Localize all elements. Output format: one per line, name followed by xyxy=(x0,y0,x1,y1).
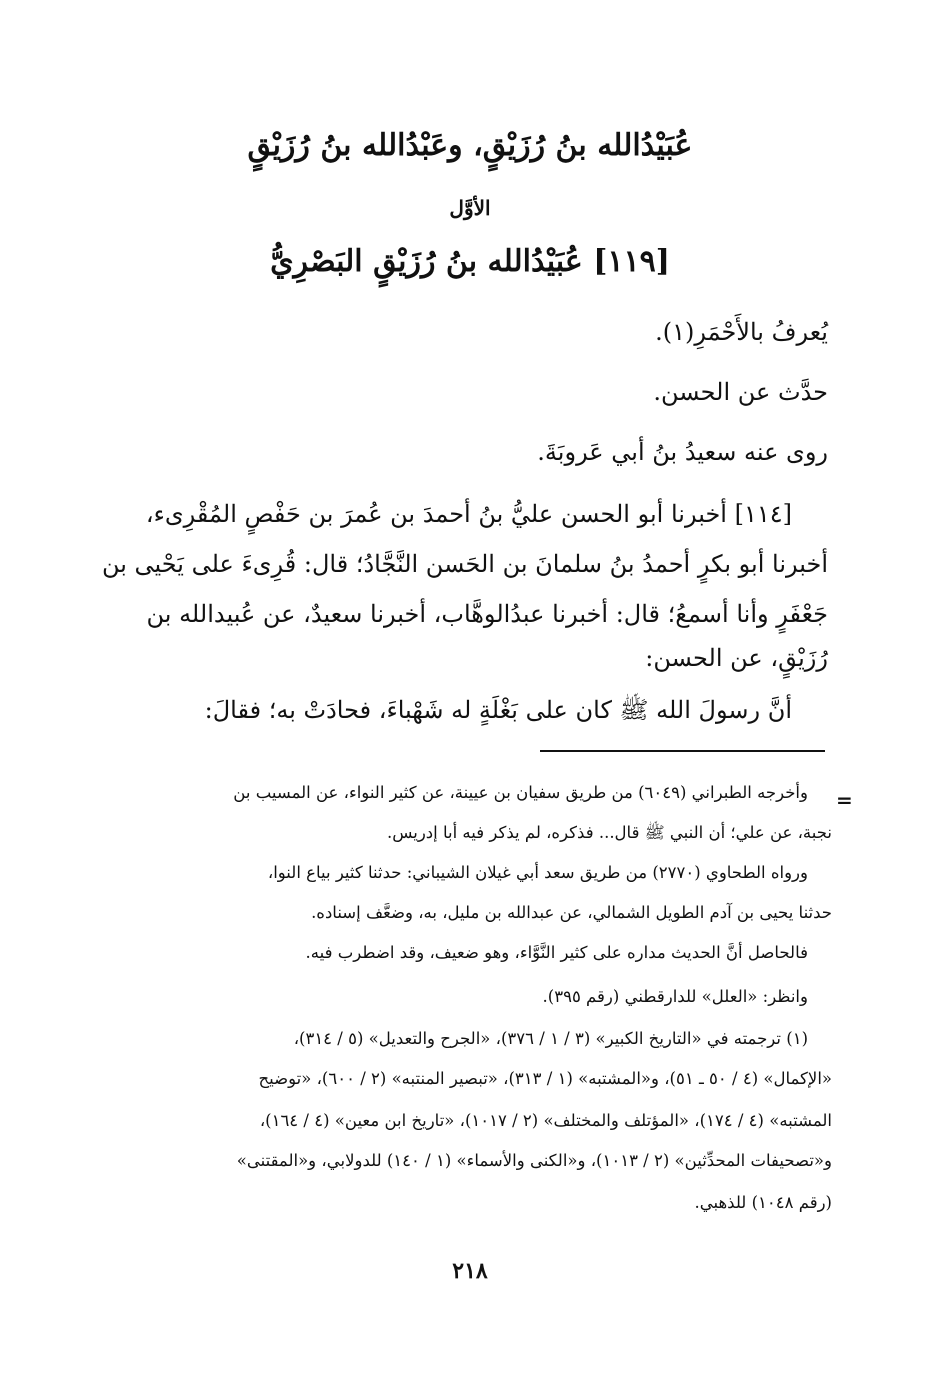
footnote-line: ورواه الطحاوي (٢٧٧٠) من طريق سعد أبي غيلان الشيباني: حدثنا كثير بياع النوا، xyxy=(267,863,808,882)
footnote-line: فالحاصل أنَّ الحديث مداره على كثير النَّوَّاء، وهو ضعيف، وقد اضطرب فيه. xyxy=(305,943,808,962)
footnote-line: وأخرجه الطبراني (٦٠٤٩) من طريق سفيان بن عيينة، عن كثير النواء، عن المسيب بن xyxy=(233,783,808,802)
body-line: حدَّث عن الحسن. xyxy=(653,378,828,406)
chapter-heading: عُبَيْدُالله بنُ رُزَيْقٍ، وعَبْدُالله بنُ رُزَيْقٍ xyxy=(247,128,693,163)
footnote-line: و«تصحيفات المحدِّثين» (٢ / ١٠١٣)، و«الكنى والأسماء» (١ / ١٤٠) للدولابي، و«المقتنى» xyxy=(236,1151,832,1170)
hadith-line: رُزَيْقٍ، عن الحسن: xyxy=(645,644,828,672)
body-line: يُعرفُ بالأَحْمَرِ(١). xyxy=(655,318,828,346)
body-line: روى عنه سعيدُ بنُ أبي عَروبَةَ. xyxy=(537,438,828,466)
page-number: ٢١٨ xyxy=(452,1258,488,1284)
section-subheading: الأوَّل xyxy=(449,196,491,220)
footnote-line: (رقم ١٠٤٨) للذهبي. xyxy=(694,1193,832,1212)
footnote-line: المشتبه» (٤ / ١٧٤)، «المؤتلف والمختلف» (٢ / ١٠١٧)، «تاريخ ابن معين» (٤ / ١٦٤)، xyxy=(259,1111,832,1130)
footnote-line: وانظر: «العلل» للدارقطني (رقم ٣٩٥). xyxy=(542,987,808,1006)
footnote-line: «الإكمال» (٤ / ٥٠ ـ ٥١)، و«المشتبه» (١ / ٣١٣)، «تبصير المنتبه» (٢ / ٦٠٠)، «توضيح xyxy=(258,1069,832,1088)
hadith-line: [١١٤] أخبرنا أبو الحسن عليُّ بنُ أحمدَ بن عُمرَ بن حَفْصٍ المُقْرِىء، xyxy=(145,500,792,528)
footnote-line: حدثنا يحيى بن آدم الطويل الشمالي، عن عبدالله بن مليل، به، وضعَّف إسناده. xyxy=(311,903,832,922)
hadith-line: أخبرنا أبو بكرٍ أحمدُ بنُ سلمانَ بن الحَسن النَّجَّادُ؛ قال: قُرِىءَ على يَحْيى بن xyxy=(101,550,828,578)
footnote-separator xyxy=(540,750,825,752)
footnote-line: نجبة، عن علي؛ أن النبي ﷺ قال... فذكره، لم يذكر فيه أبا إدريس. xyxy=(386,823,832,842)
entry-heading: [١١٩] عُبَيْدُالله بنُ رُزَيْقٍ البَصْرِيُّ xyxy=(270,244,670,279)
hadith-text-line: أنَّ رسولَ الله ﷺ كان على بَغْلَةٍ له شَهْباءَ، فحادَتْ به؛ فقالَ: xyxy=(204,696,792,724)
footnote-continuation-mark: = xyxy=(836,788,853,812)
footnote-line: (١) ترجمته في «التاريخ الكبير» (٣ / ١ / ٣٧٦)، «الجرح والتعديل» (٥ / ٣١٤)، xyxy=(293,1029,808,1048)
hadith-line: جَعْفَرٍ وأنا أسمعُ؛ قال: أخبرنا عبدُالوهَّاب، أخبرنا سعيدٌ، عن عُبيدالله بن xyxy=(146,600,828,628)
